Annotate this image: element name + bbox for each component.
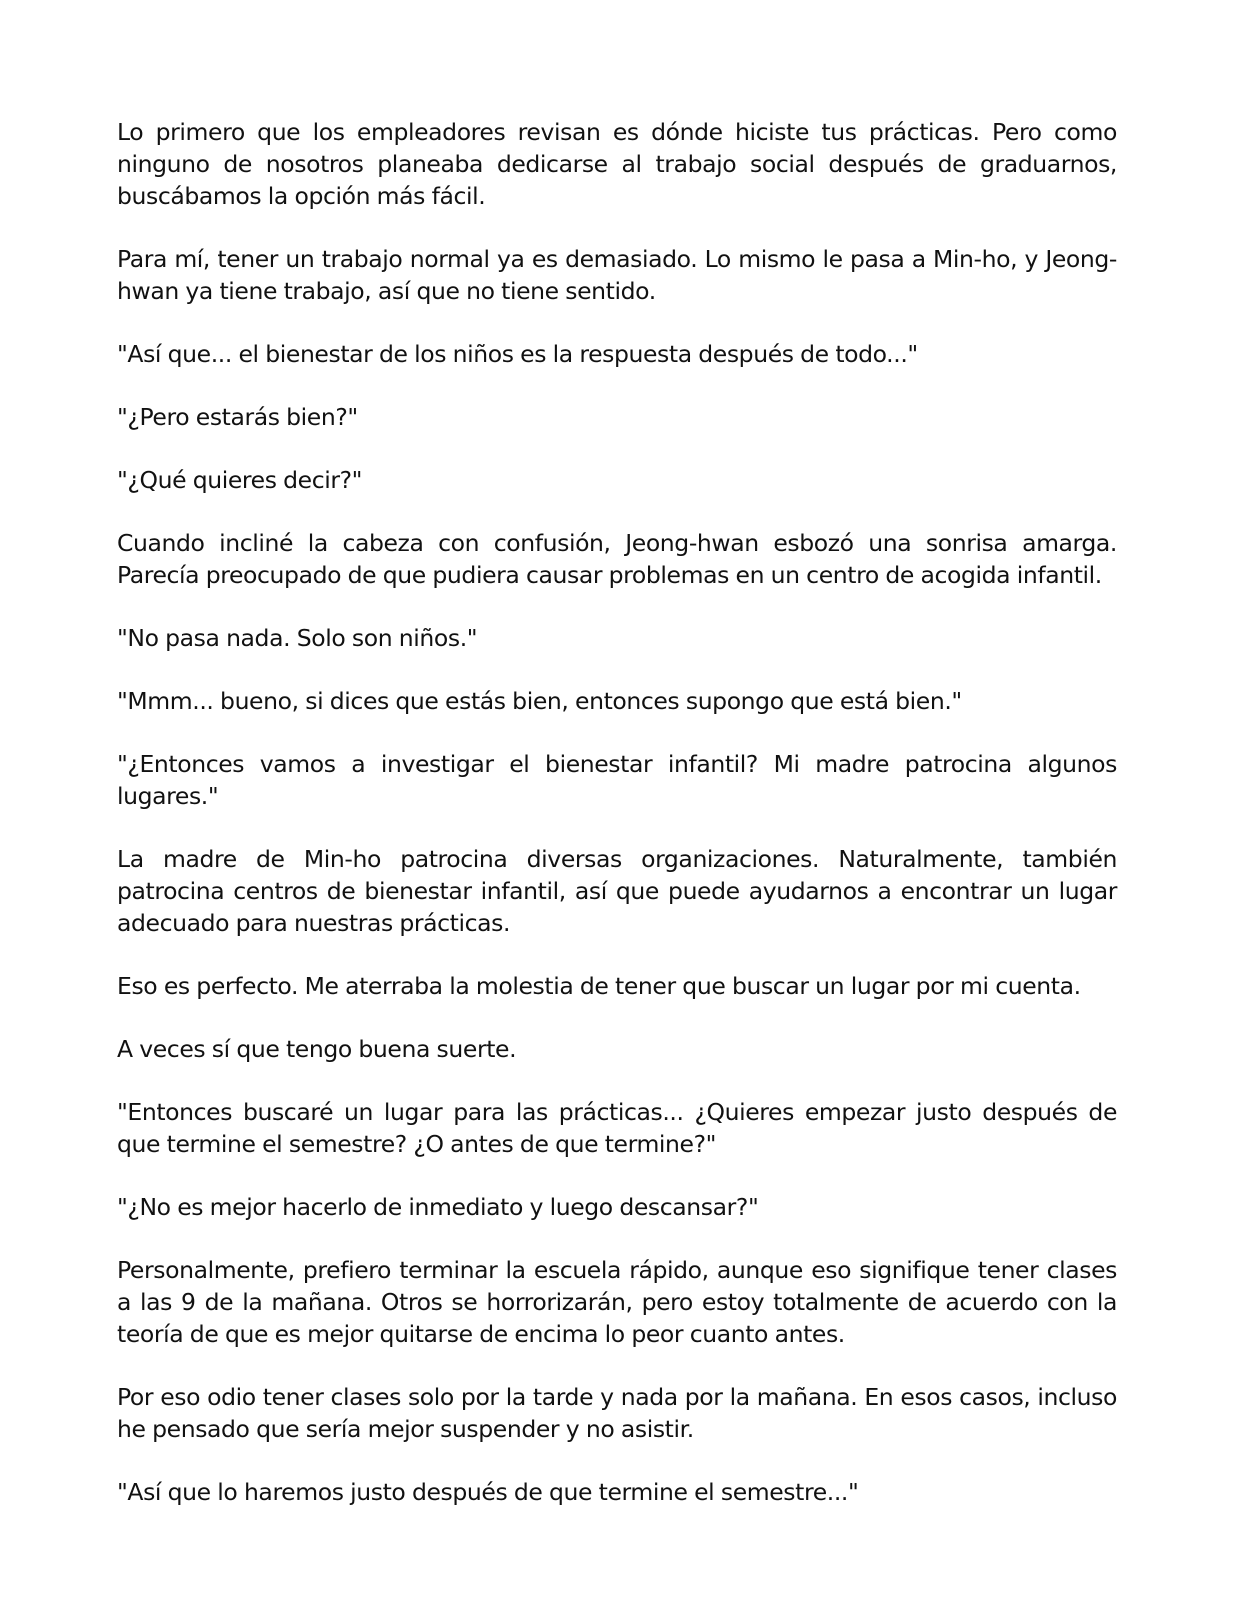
paragraph: "Así que... el bienestar de los niños es la respuesta después de todo..." [117,340,918,368]
paragraph: Eso es perfecto. Me aterraba la molestia de tener que buscar un lugar por mi cuenta. [117,972,1081,1000]
paragraph: "Mmm... bueno, si dices que estás bien, entonces supongo que está bien." [117,687,962,715]
paragraph: Lo primero que los empleadores revisan es dónde hiciste tus prácticas. Pero como ninguno de nosotros planeaba dedicarse al trabajo social después de graduarnos, buscábamos la opción más fácil. [117,118,1117,210]
paragraph: "Así que lo haremos justo después de que termine el semestre..." [117,1478,859,1506]
paragraph: "¿Pero estarás bien?" [117,403,358,431]
paragraph: A veces sí que tengo buena suerte. [117,1035,517,1063]
paragraph: Por eso odio tener clases solo por la tarde y nada por la mañana. En esos casos, incluso he pensado que sería mejor suspender y no asistir. [117,1383,1117,1443]
document-body [117,116,1117,1508]
paragraph: "Entonces buscaré un lugar para las prácticas... ¿Quieres empezar justo después de que termine el semestre? ¿O antes de que termine?" [117,1098,1117,1158]
paragraph: Cuando incliné la cabeza con confusión, Jeong-hwan esbozó una sonrisa amarga. Parecía preocupado de que pudiera causar problemas en un centro de acogida infantil. [117,529,1117,589]
paragraph: "No pasa nada. Solo son niños." [117,624,478,652]
paragraph: La madre de Min-ho patrocina diversas organizaciones. Naturalmente, también patrocina centros de bienestar infantil, así que puede ayudarnos a encontrar un lugar adecuado para nuestras prácticas. [117,845,1117,937]
paragraph: Personalmente, prefiero terminar la escuela rápido, aunque eso signifique tener clases a las 9 de la mañana. Otros se horrorizarán, pero estoy totalmente de acuerdo con la teoría de que es mejor quitarse de encima lo peor cuanto antes. [117,1256,1117,1348]
paragraph: "¿No es mejor hacerlo de inmediato y luego descansar?" [117,1193,759,1221]
paragraph: "¿Qué quieres decir?" [117,466,363,494]
paragraph: Para mí, tener un trabajo normal ya es demasiado. Lo mismo le pasa a Min-ho, y Jeong-hwan ya tiene trabajo, así que no tiene sentido. [117,245,1117,305]
paragraph: "¿Entonces vamos a investigar el bienestar infantil? Mi madre patrocina algunos lugares." [117,750,1117,810]
